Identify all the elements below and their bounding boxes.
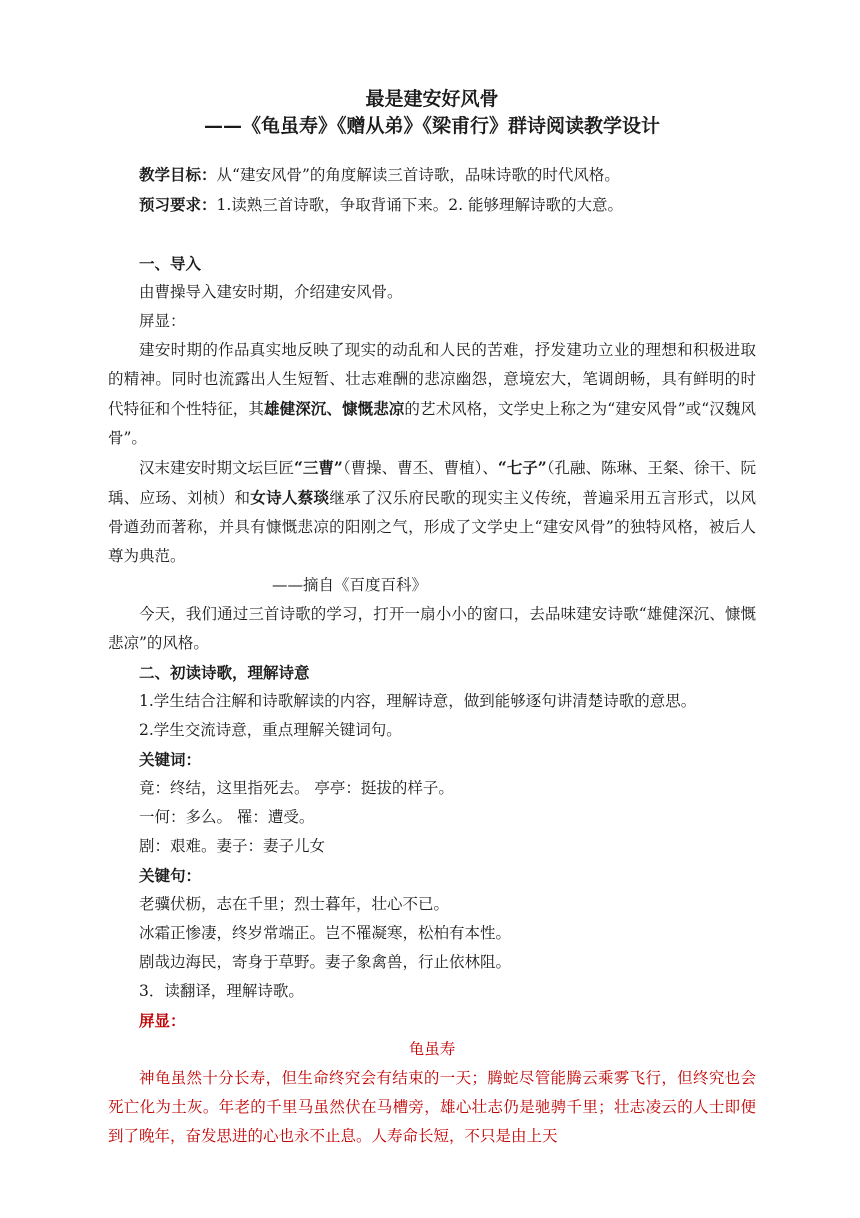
document-page <box>108 86 756 1151</box>
section1-heading: 一、导入 <box>139 254 202 273</box>
prep-text: 1.读熟三首诗歌，争取背诵下来。2. 能够理解诗歌的大意。 <box>216 196 624 214</box>
section1-intro: 由曹操导入建安时期，介绍建安风骨。 <box>139 283 403 301</box>
key-sentence-3: 剧哉边海民，寄身于草野。妻子象禽兽，行止依林阻。 <box>139 953 512 971</box>
section1-paragraph1 <box>108 336 756 453</box>
para1-bold: 雄健深沉、慷慨悲凉 <box>264 399 405 418</box>
key-sentence-2: 冰霜正惨凄，终岁常端正。岂不罹凝寒，松柏有本性。 <box>139 924 512 942</box>
para2-text-d: （孔融、陈琳、王粲、徐干、阮瑀、应玚、刘桢）和 <box>108 459 756 507</box>
section2-item1: 1.学生结合注解和诗歌解读的内容，理解诗意，做到能够逐句讲清楚诗歌的意思。 <box>139 692 697 710</box>
section2-item3: 3．读翻译，理解诗歌。 <box>139 982 304 1000</box>
poem-translation: 神龟虽然十分长寿，但生命终究会有结束的一天；腾蛇尽管能腾云乘雾飞行，但终究也会死亡化为土灰。年老的千里马虽然伏在马槽旁，雄心壮志仍是驰骋千里；壮志凌云的人士即便到了晚年，奋发思进的心也永不止息。人寿命长短，不只是由上天 <box>108 1069 756 1145</box>
keyword-line-1: 竟：终结，这里指死去。 亭亭：挺拔的样子。 <box>139 779 454 797</box>
para2-bold-3: 女诗人蔡琰 <box>250 488 330 507</box>
para2-text-e: 继承了汉乐府民歌的现实主义传统，普遍采用五言形式，以风骨遒劲而著称，并具有慷慨悲凉的阳刚之气，形成了文学史上“建安风骨”的独特风格，被后人尊为典范。 <box>108 489 756 565</box>
keyword-line-2: 一何：多么。 罹：遭受。 <box>139 808 315 826</box>
section1-paragraph3: 今天，我们通过三首诗歌的学习，打开一扇小小的窗口，去品味建安诗歌“雄健深沉、慷慨悲凉”的风格。 <box>108 605 756 652</box>
section1-screen-label: 屏显： <box>139 312 186 330</box>
section2-item2: 2.学生交流诗意，重点理解关键词句。 <box>139 721 402 739</box>
prep-label: 预习要求： <box>139 195 217 214</box>
goal-label: 教学目标： <box>139 165 217 184</box>
para2-text-a: 汉末建安时期文坛巨匠 <box>139 459 295 477</box>
sentences-label: 关键句： <box>139 866 202 885</box>
key-sentence-1: 老骥伏枥，志在千里；烈士暮年，壮心不已。 <box>139 895 450 913</box>
quote-source: ——摘自《百度百科》 <box>272 576 428 594</box>
para1-text-b: 的艺术风格，文学史上称之为“建安风骨”或“汉魏风骨”。 <box>108 400 756 447</box>
section1-paragraph2 <box>108 453 756 571</box>
section2-heading: 二、初读诗歌，理解诗意 <box>139 663 310 682</box>
keywords-label: 关键词： <box>139 750 202 769</box>
poem-title: 龟虽寿 <box>408 1040 456 1058</box>
para2-bold-2: “七子” <box>497 458 547 477</box>
para2-bold-1: “三曹” <box>294 458 343 477</box>
para1-text-a: 建安时期的作品真实地反映了现实的动乱和人民的苦难，抒发建功立业的理想和积极进取的精神。同时也流露出人生短暂、壮志难酬的悲凉幽怨，意境宏大，笔调朗畅，具有鲜明的时代特征和个性特征，其 <box>108 341 756 418</box>
preview-requirement <box>108 190 756 220</box>
section2-screen-label: 屏显： <box>139 1011 186 1030</box>
teaching-goal <box>108 160 756 190</box>
document-title: 最是建安好风骨 <box>365 88 499 110</box>
document-subtitle: ——《龟虽寿》《赠从弟》《梁甫行》群诗阅读教学设计 <box>203 115 660 137</box>
goal-text: 从“建安风骨”的角度解读三首诗歌，品味诗歌的时代风格。 <box>216 166 620 184</box>
para2-text-c: （曹操、曹丕、曹植）、 <box>342 459 498 477</box>
keyword-line-3: 剧：艰难。妻子：妻子儿女 <box>139 837 326 855</box>
